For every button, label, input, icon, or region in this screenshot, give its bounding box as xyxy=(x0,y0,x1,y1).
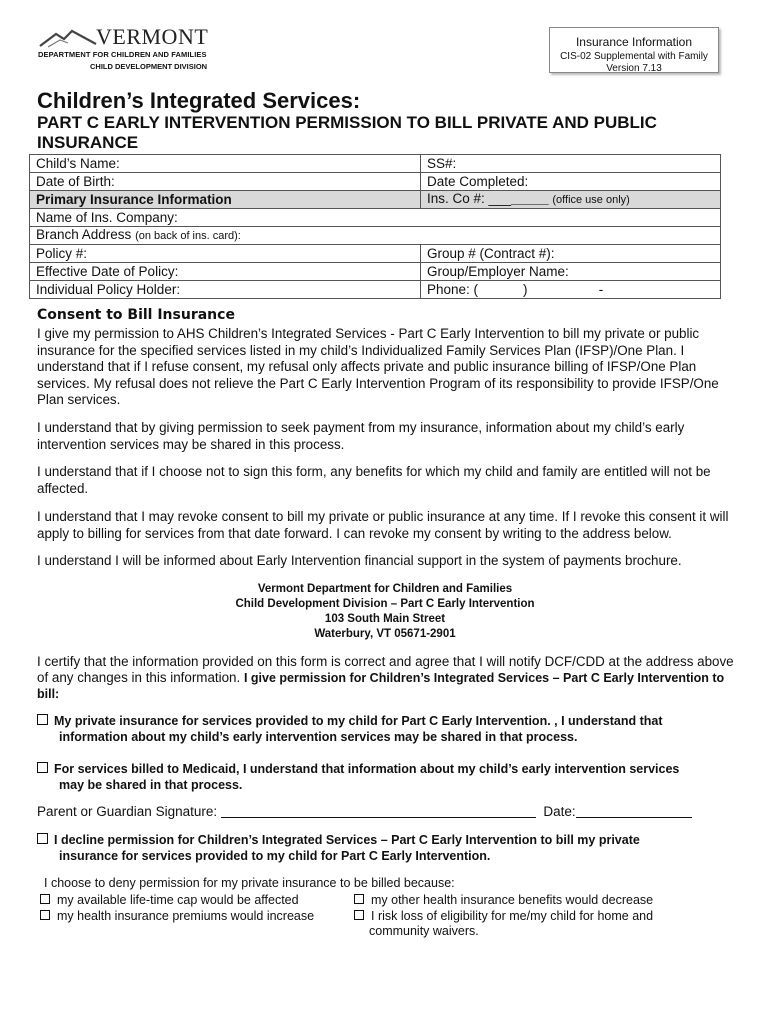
logo-state-name: VERMONT xyxy=(96,24,209,49)
date-of-birth-field[interactable]: Date of Birth: xyxy=(30,173,421,191)
insurance-info-table xyxy=(29,154,721,299)
benefits-checkbox[interactable] xyxy=(354,894,364,904)
group-number-field[interactable]: Group # (Contract #): xyxy=(421,245,721,263)
info-box-version: Version 7.13 xyxy=(606,63,662,73)
private-insurance-option[interactable] xyxy=(37,713,727,745)
reason-label-cont: community waivers. xyxy=(369,924,479,938)
decline-checkbox[interactable] xyxy=(37,833,48,844)
branch-address-field[interactable] xyxy=(30,227,721,245)
reason-label: my health insurance premiums would increase xyxy=(57,909,315,923)
date-label: Date: xyxy=(543,804,576,819)
insurance-info-box xyxy=(549,27,719,73)
consent-paragraph-2: I understand that by giving permission to seek payment from my insurance, information about my child’s early intervention services may be shared in this process. xyxy=(37,420,685,452)
medicaid-label-cont: may be shared in that process. xyxy=(59,778,243,792)
eligibility-checkbox[interactable] xyxy=(354,910,364,920)
info-box-form-id: CIS-02 Supplemental with Family xyxy=(560,51,708,62)
table-row xyxy=(30,209,721,227)
signature-label: Parent or Guardian Signature: xyxy=(37,804,221,819)
page-subtitle: PART C EARLY INTERVENTION PERMISSION TO BILL PRIVATE AND PUBLIC INSURANCE xyxy=(37,113,657,152)
ins-company-field[interactable]: Name of Ins. Company: xyxy=(30,209,721,227)
table-row xyxy=(30,245,721,263)
table-row xyxy=(30,281,721,299)
certify-text: I certify that the information provided on this form is correct and agree that I will notify DCF/CDD at the address above of any changes in this information. xyxy=(37,654,734,685)
certify-permission-text: I give permission for Children’s Integrated Services – Part C Early Intervention to bill: xyxy=(37,671,725,701)
table-row xyxy=(30,155,721,173)
reason-label: my available life-time cap would be affected xyxy=(57,893,299,907)
consent-paragraph-1: I give my permission to AHS Children’s Integrated Services - Part C Early Intervention to bill my private or public insurance for the specified services listed in my child’s Individualized Family Services Plan (IFSP)/One Plan. I understand that if I refuse consent, my refusal only affects private and public insurance billing of IFSP/One Plan services. My refusal does not relieve the Part C Early Intervention Program of its responsibility to provide IFSP/One Plan services. xyxy=(37,326,719,408)
consent-paragraph-3: I understand that if I choose not to sign this form, any benefits for which my child and family are entitled will not be affected. xyxy=(37,464,711,496)
table-row xyxy=(30,173,721,191)
branch-label: Branch Address xyxy=(36,227,132,242)
ss-field[interactable]: SS#: xyxy=(421,155,721,173)
certification-statement xyxy=(37,654,737,702)
deny-reason-intro: I choose to deny permission for my private insurance to be billed because: xyxy=(44,876,455,890)
consent-paragraph-5: I understand I will be informed about Early Intervention financial support in the system of payments brochure. xyxy=(37,553,682,568)
mailing-address xyxy=(0,582,770,642)
page-title: Children’s Integrated Services: xyxy=(37,88,361,113)
premiums-checkbox[interactable] xyxy=(40,910,50,920)
reason-benefits-decrease[interactable] xyxy=(354,892,653,908)
vermont-dcf-logo xyxy=(38,24,208,76)
table-row xyxy=(30,227,721,245)
policy-holder-field[interactable]: Individual Policy Holder: xyxy=(30,281,421,299)
reason-eligibility-loss[interactable] xyxy=(354,908,653,924)
reason-label: I risk loss of eligibility for me/my child for home and xyxy=(371,909,654,923)
address-line: Vermont Department for Children and Families xyxy=(257,583,513,595)
medicaid-label: For services billed to Medicaid, I understand that information about my child’s early intervention services xyxy=(54,762,680,776)
ins-co-field[interactable] xyxy=(421,191,721,209)
private-insurance-label-cont: information about my child’s early intervention services may be shared in that process. xyxy=(59,730,578,744)
decline-option[interactable] xyxy=(37,832,727,864)
phone-field[interactable]: Phone: ( ) - xyxy=(421,281,721,299)
mountain-logo-icon xyxy=(38,28,98,48)
policy-number-field[interactable]: Policy #: xyxy=(30,245,421,263)
signature-line[interactable] xyxy=(221,817,536,818)
decline-label-cont: insurance for services provided to my child for Part C Early Intervention. xyxy=(59,849,491,863)
medicaid-checkbox[interactable] xyxy=(37,762,48,773)
decline-label: I decline permission for Children’s Integrated Services – Part C Early Intervention to bill my private xyxy=(54,833,640,847)
primary-insurance-header: Primary Insurance Information xyxy=(30,191,421,209)
childs-name-field[interactable]: Child’s Name: xyxy=(30,155,421,173)
lifetime-cap-checkbox[interactable] xyxy=(40,894,50,904)
info-box-title: Insurance Information xyxy=(575,35,693,49)
logo-department: DEPARTMENT FOR CHILDREN AND FAMILIES xyxy=(38,50,207,59)
private-insurance-label: My private insurance for services provided to my child for Part C Early Intervention. , I understand that xyxy=(54,714,663,728)
effective-date-field[interactable]: Effective Date of Policy: xyxy=(30,263,421,281)
reason-label: my other health insurance benefits would decrease xyxy=(371,893,654,907)
table-row xyxy=(30,191,721,209)
address-line: Child Development Division – Part C Early Intervention xyxy=(235,598,535,610)
consent-paragraph-4: I understand that I may revoke consent to bill my private or public insurance at any time. If I revoke this consent it will apply to billing for services from that date forward. I can revoke my consent by writing to the address below. xyxy=(37,509,729,541)
logo-division: CHILD DEVELOPMENT DIVISION xyxy=(90,62,208,71)
ins-co-blank: _____ xyxy=(511,191,549,206)
office-use-note: (office use only) xyxy=(552,194,630,206)
ins-co-label: Ins. Co #: ___ xyxy=(427,191,512,206)
table-row xyxy=(30,263,721,281)
private-insurance-checkbox[interactable] xyxy=(37,714,48,725)
date-line[interactable] xyxy=(576,817,692,818)
date-completed-field[interactable]: Date Completed: xyxy=(421,173,721,191)
employer-name-field[interactable]: Group/Employer Name: xyxy=(421,263,721,281)
medicaid-option[interactable] xyxy=(37,761,727,793)
address-line: 103 South Main Street xyxy=(324,613,446,625)
reason-premiums[interactable] xyxy=(40,908,314,924)
consent-heading: Consent to Bill Insurance xyxy=(37,307,235,323)
address-line: Waterbury, VT 05671-2901 xyxy=(314,628,456,640)
branch-note: (on back of ins. card): xyxy=(135,230,241,242)
signature-row xyxy=(37,804,692,819)
reason-lifetime-cap[interactable] xyxy=(40,892,299,908)
